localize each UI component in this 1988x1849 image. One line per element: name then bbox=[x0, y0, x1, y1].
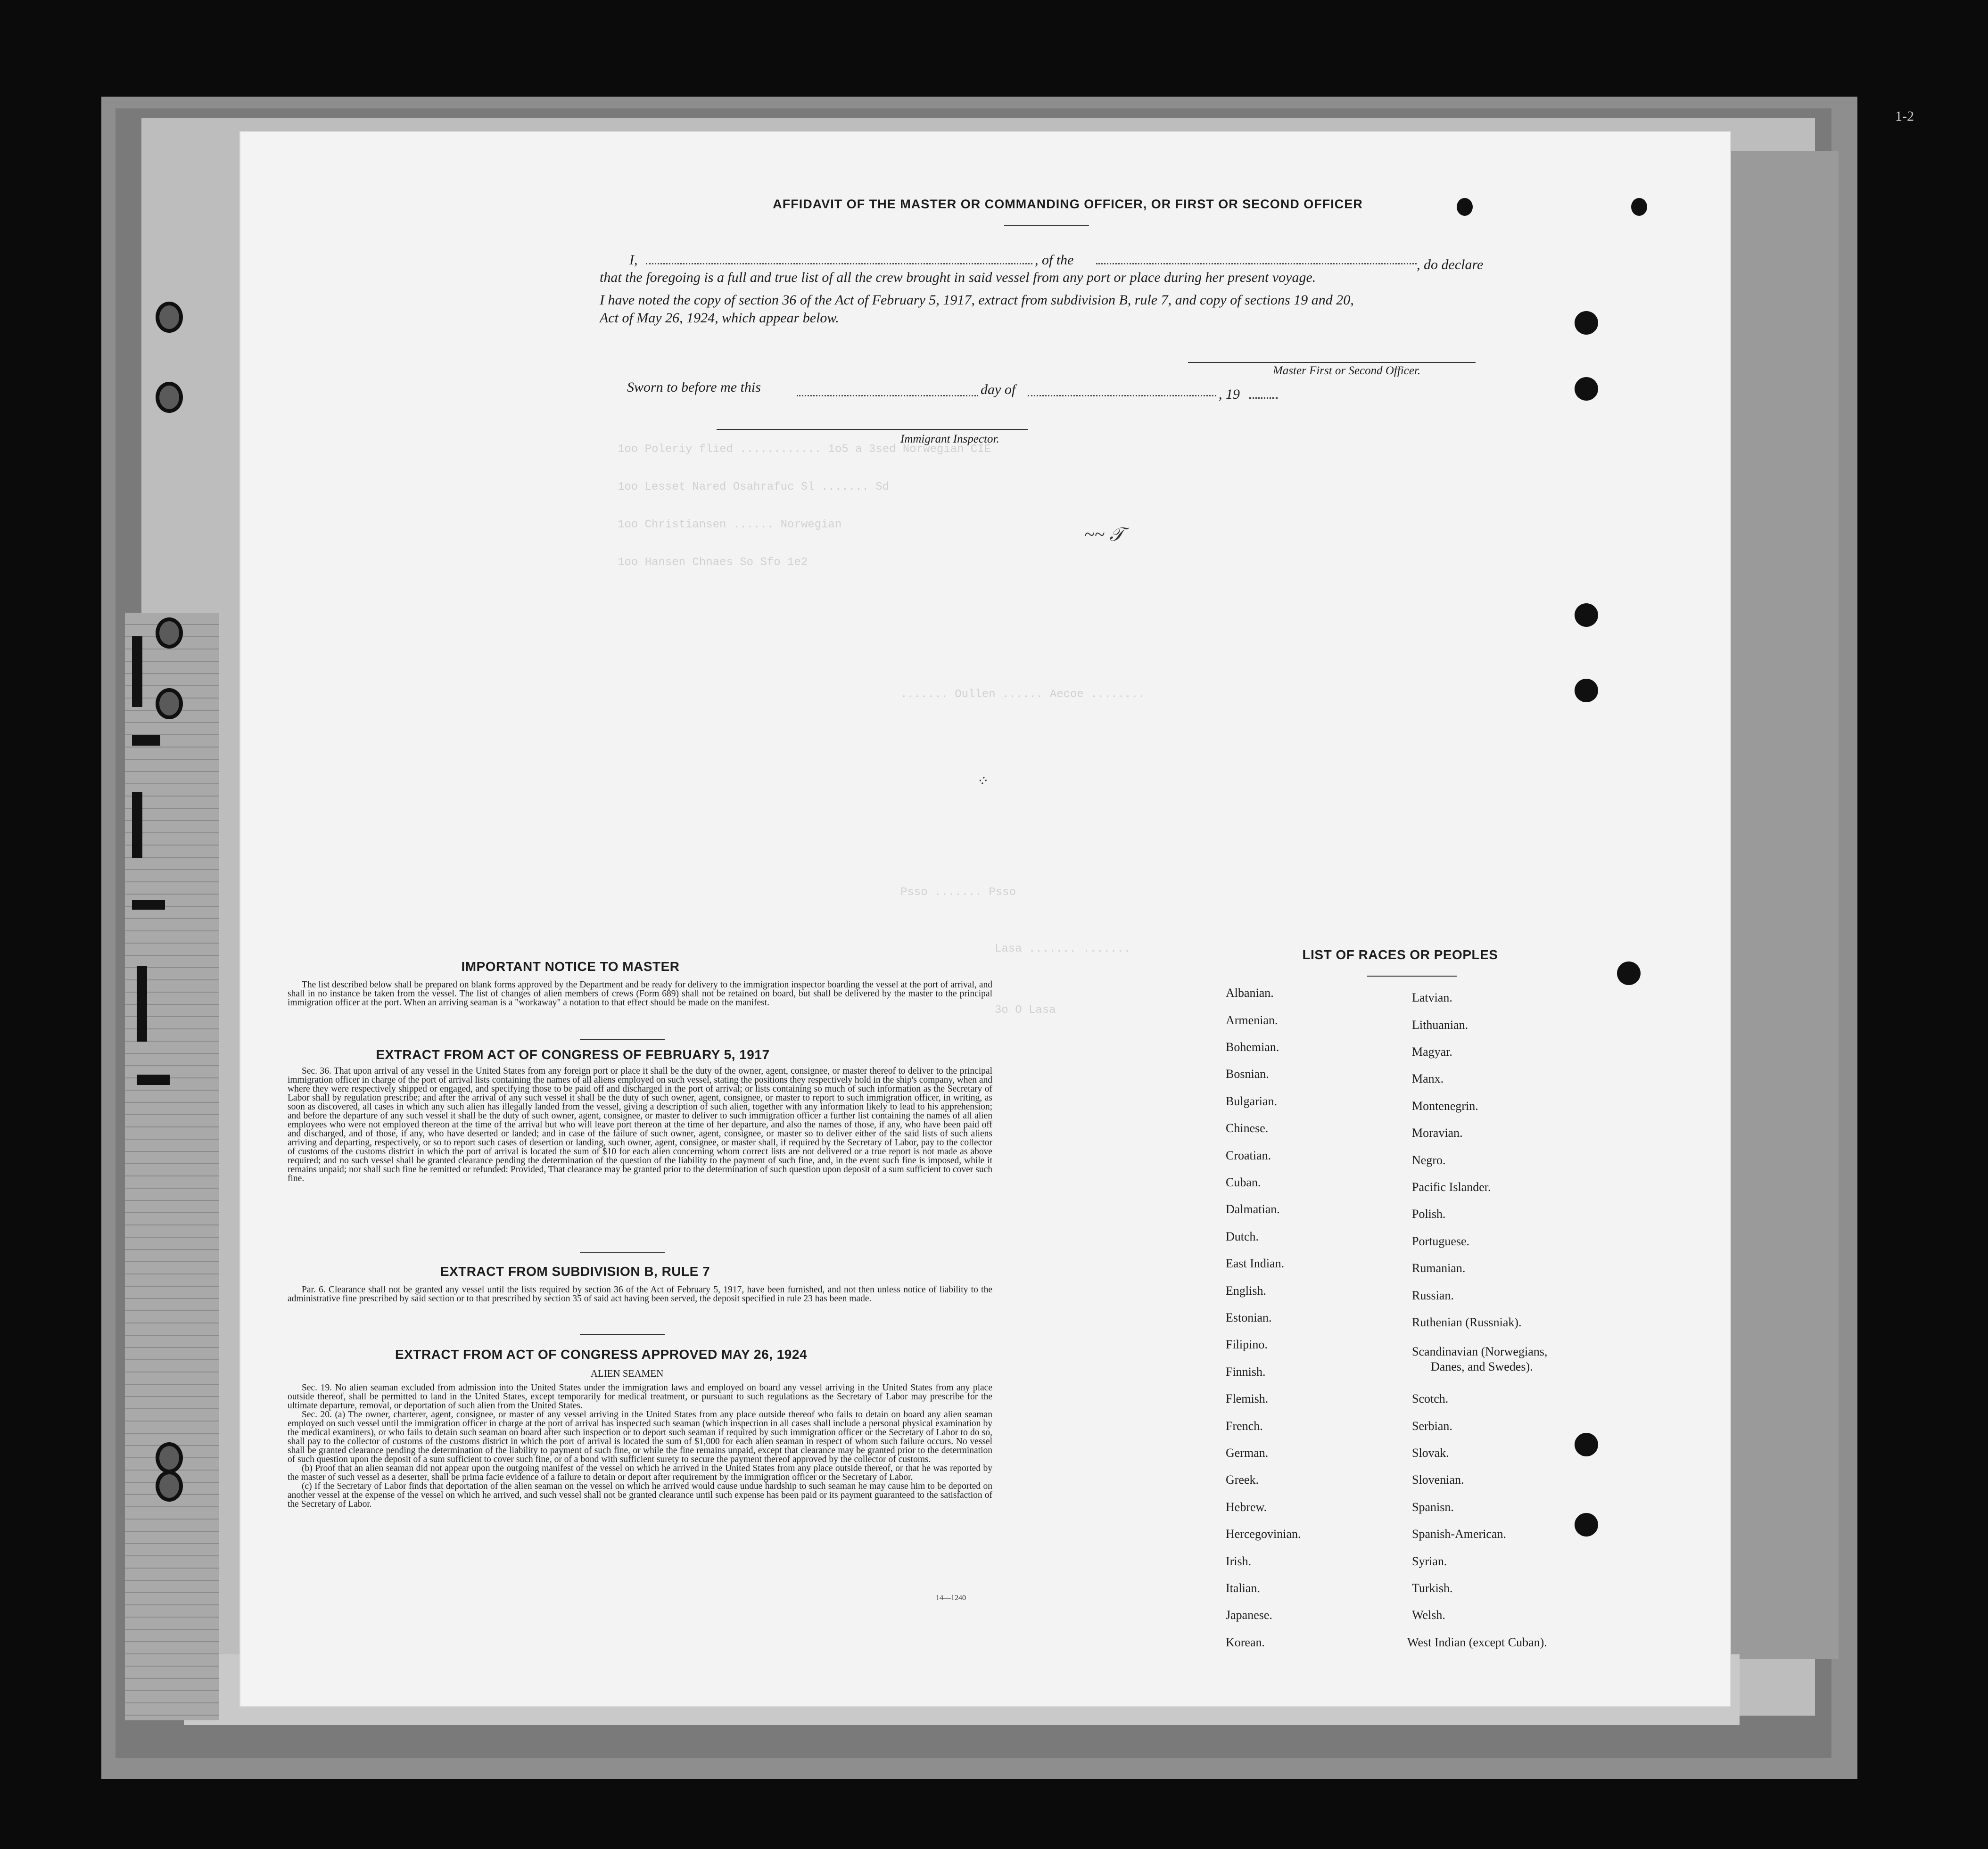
bleed-through: Psso ....... Psso bbox=[900, 886, 1016, 899]
binder-hole-icon bbox=[156, 617, 183, 649]
race-item: Bosnian. bbox=[1226, 1067, 1269, 1081]
race-item: Latvian. bbox=[1412, 991, 1452, 1004]
affidavit-title: AFFIDAVIT OF THE MASTER OR COMMANDING OFFICER, OR FIRST OR SECOND OFFICER bbox=[773, 197, 1363, 211]
race-item: Spanish-American. bbox=[1412, 1527, 1507, 1541]
extract-1924-paragraph: (c) If the Secretary of Labor finds that deportation of the alien seaman on the vessel on which he arrived would cause undue hardship to such seaman he may cause him to be deported on another vessel at the expense of the vessel on which he arrived, and such vessel shall not be granted clearance until such expense has been paid or its payment guaranteed to the satisfaction of the Secretary of Labor. bbox=[288, 1481, 992, 1509]
affidavit-i: I, bbox=[629, 252, 638, 268]
punch-hole-icon bbox=[1617, 961, 1641, 985]
extract-1917-paragraph: Sec. 36. That upon arrival of any vessel in the United States from any foreign port or place it shall be the duty of the owner, agent, consignee, or master thereof to deliver to the principal immigration officer in charge of the port of arrival lists containing the names of all aliens employed on such vessel, stating the positions they respectively hold in the ship's company, when and where they were respectively shipped or engaged, and specifying those to be paid off and discharged in the port of arrival; or lists containing so much of such information as the Secretary of Labor shall by regulation prescribe; and after the arrival of any such vessel it shall be the duty of such owner, agent, consignee, or master to report to such immigration officer, in writing, as soon as discovered, all cases in which any such alien has illegally landed from the vessel, giving a description of such alien, together with any information likely to lead to his apprehension; and before the departure of any such vessel it shall be the duty of such owner, agent, consignee, or master to deliver to such immigration officer a further list containing the names of all alien employees who were not employed thereon at the time of the arrival but who will leave port thereon at the time of her departure, and also the names of those, if any, who have been paid off and discharged, and of those, if any, who have deserted or landed; and in case of the failure of such owner, agent, consignee, or master so to deliver either of the said lists of such aliens arriving and departing, respectively, or so to report such cases of desertion or landing, such owner, agent, consignee, or master shall, if required by the Secretary of Labor, pay to the collector of customs of the customs district in which the port of arrival is located the sum of $10 for each alien concerning whom correct lists are not delivered or a true report is not made as above required; and no such vessel shall be granted clearance pending the determination of the question of the liability to the payment of such fine, and, in the event such fine is imposed, while it remains unpaid; nor shall such fine be remitted or refunded: Provided, That clearance may be granted prior to the determination of such question upon deposit of a sum sufficient to cover such fine. bbox=[288, 1066, 992, 1183]
rule7-title: EXTRACT FROM SUBDIVISION B, RULE 7 bbox=[440, 1264, 710, 1279]
extract-1924-paragraph: (b) Proof that an alien seaman did not appear upon the outgoing manifest of the vessel on which he arrived in the United States from any place outside thereof, or that he was reported by the master of such vessel as a deserter, shall be prima facie evidence of a failure to detain or deport after requirement by the immigration officer or the Secretary of Labor. bbox=[288, 1463, 992, 1482]
race-item: Finnish. bbox=[1226, 1365, 1266, 1379]
punch-hole-icon bbox=[1575, 377, 1598, 401]
race-item: Ruthenian (Russniak). bbox=[1412, 1315, 1522, 1329]
notice-text bbox=[288, 980, 992, 1007]
title-rule bbox=[1004, 225, 1089, 226]
notice-title: IMPORTANT NOTICE TO MASTER bbox=[461, 959, 680, 974]
master-signature-line bbox=[1188, 362, 1476, 363]
extract-1924-subtitle: ALIEN SEAMEN bbox=[590, 1368, 664, 1379]
bleed-through: ....... Oullen ...... Aecoe ........ bbox=[900, 688, 1145, 701]
race-item: Japanese. bbox=[1226, 1608, 1272, 1622]
bleed-through: 1oo Hansen Chnaes So Sfo 1e2 bbox=[618, 556, 808, 569]
race-item: Magyar. bbox=[1412, 1045, 1452, 1059]
bleed-through: Lasa ....... ....... bbox=[995, 943, 1131, 955]
bleed-through: 1oo Poleriy flied ............ 1o5 a 3sed Norwegian CIE bbox=[618, 443, 991, 456]
binder-hole-icon bbox=[156, 688, 183, 719]
binder-hole-icon bbox=[156, 1442, 183, 1473]
race-item: Bulgarian. bbox=[1226, 1094, 1278, 1108]
punch-hole-icon bbox=[1575, 311, 1598, 335]
binder-hole-icon bbox=[156, 382, 183, 413]
master-caption: Master First or Second Officer. bbox=[1273, 364, 1421, 377]
punch-hole-icon bbox=[1575, 603, 1598, 627]
affidavit-line-2: that the foregoing is a full and true list of all the crew brought in said vessel from any port or place during her present voyage. bbox=[600, 270, 1316, 285]
race-item: Estonian. bbox=[1226, 1311, 1272, 1324]
race-item: German. bbox=[1226, 1446, 1269, 1460]
handwritten-initials: ~~ 𝒯 bbox=[1084, 524, 1124, 545]
race-item: Danes, and Swedes). bbox=[1431, 1360, 1533, 1373]
rule7-text bbox=[288, 1285, 992, 1303]
corner-mark: 1-2 bbox=[1895, 108, 1914, 124]
punch-hole-icon bbox=[1575, 1513, 1598, 1537]
sworn-day-line bbox=[797, 395, 978, 396]
race-item: Filipino. bbox=[1226, 1338, 1268, 1351]
race-item: Scotch. bbox=[1412, 1392, 1449, 1405]
race-item: Flemish. bbox=[1226, 1392, 1269, 1405]
race-item: Hercegovinian. bbox=[1226, 1527, 1301, 1541]
rule7-paragraph: Par. 6. Clearance shall not be granted any vessel until the lists required by section 36 of the Act of February 5, 1917, have been furnished, and not then unless notice of liability to the administrative fine prescribed by said section or to that prescribed by section 35 of said act having been served, the deposit specified in rule 23 has been made. bbox=[288, 1285, 992, 1304]
extract-1917-text bbox=[288, 1067, 992, 1183]
bleed-through: 1oo Christiansen ...... Norwegian bbox=[618, 518, 842, 531]
race-item: Slovak. bbox=[1412, 1446, 1449, 1460]
affidavit-line-3: I have noted the copy of section 36 of the Act of February 5, 1917, extract from subdivision B, rule 7, and copy of sections 19 and 20, bbox=[600, 292, 1354, 308]
race-item: Italian. bbox=[1226, 1581, 1260, 1595]
race-item: Slovenian. bbox=[1412, 1473, 1464, 1487]
notice-rule bbox=[580, 1039, 665, 1040]
races-title: LIST OF RACES OR PEOPLES bbox=[1302, 947, 1498, 962]
race-item: Portuguese. bbox=[1412, 1234, 1470, 1248]
race-item: Polish. bbox=[1412, 1207, 1446, 1221]
bleed-through: 3o O Lasa bbox=[995, 1004, 1056, 1017]
race-item: English. bbox=[1226, 1284, 1266, 1298]
race-item: Bohemian. bbox=[1226, 1040, 1279, 1054]
race-item: Serbian. bbox=[1412, 1419, 1452, 1433]
binder-hole-icon bbox=[156, 302, 183, 333]
race-item: Welsh. bbox=[1412, 1608, 1445, 1622]
sworn-label: Sworn to before me this bbox=[627, 379, 761, 395]
race-item: Russian. bbox=[1412, 1289, 1454, 1302]
rule7-rule bbox=[580, 1334, 665, 1335]
binder-hole-icon bbox=[156, 1471, 183, 1502]
punch-hole-icon bbox=[1457, 198, 1473, 216]
race-item: West Indian (except Cuban). bbox=[1407, 1635, 1547, 1649]
inspector-signature-line bbox=[717, 429, 1028, 430]
name-line bbox=[646, 263, 1032, 264]
extract-1924-title: EXTRACT FROM ACT OF CONGRESS APPROVED MAY 26, 1924 bbox=[395, 1347, 807, 1362]
punch-hole-icon bbox=[1575, 1433, 1598, 1456]
race-item: Manx. bbox=[1412, 1072, 1444, 1085]
year-line bbox=[1249, 397, 1278, 399]
race-item: Irish. bbox=[1226, 1554, 1252, 1568]
affidavit-of-the: , of the bbox=[1035, 252, 1074, 268]
race-item: Spanisn. bbox=[1412, 1500, 1454, 1514]
race-item: Scandinavian (Norwegians, bbox=[1412, 1345, 1548, 1358]
race-item: Croatian. bbox=[1226, 1149, 1271, 1162]
extract-1924-paragraph: Sec. 20. (a) The owner, charterer, agent, consignee, or master of any vessel arriving in the United States from any place outside thereof who fails to detain on board any alien seaman employed on such vessel until the immigration officer in charge at the port of arrival has inspected such seaman (which inspection in all cases shall include a personal physical examination by the medical examiners), or who fails to detain such seaman on board after such inspection or to deport such seaman if required by such immigration officer or the Secretary of Labor to do so, shall pay to the collector of customs of the customs district in which the port of arrival is located the sum of $1,000 for each alien seaman in respect of whom such failure occurs. No vessel shall be granted clearance pending the determination of the liability to payment of such fine, or while the fine remains unpaid, except that clearance may be granted prior to the determination of such question upon the deposit of a sum sufficient to cover such fine, or of a bond with sufficient surety to secure the payment thereof approved by the collector of customs. bbox=[288, 1410, 992, 1464]
race-item: Korean. bbox=[1226, 1635, 1265, 1649]
bleed-through: 1oo Lesset Nared Osahrafuc Sl ....... Sd bbox=[618, 481, 890, 493]
race-item: Dalmatian. bbox=[1226, 1202, 1280, 1216]
race-item: Syrian. bbox=[1412, 1554, 1447, 1568]
race-item: Moravian. bbox=[1412, 1126, 1463, 1140]
races-rule bbox=[1367, 976, 1457, 977]
race-item: Turkish. bbox=[1412, 1581, 1453, 1595]
race-item: Albanian. bbox=[1226, 986, 1274, 1000]
race-item: Negro. bbox=[1412, 1153, 1446, 1167]
race-item: Chinese. bbox=[1226, 1121, 1269, 1135]
inspector-caption: Immigrant Inspector. bbox=[900, 433, 999, 445]
month-line bbox=[1028, 395, 1216, 396]
year-label: , 19 bbox=[1219, 386, 1240, 402]
race-item: Dutch. bbox=[1226, 1230, 1259, 1243]
extract-1924-paragraph: Sec. 19. No alien seaman excluded from admission into the United States under the immigration laws and employed on board any vessel arriving in the United States from any place outside thereof, shall be permitted to land in the United States, except temporarily for medical treatment, or pursuant to such regulations as the Secretary of Labor may prescribe for the ultimate departure, removal, or deportation of such alien from the United States. bbox=[288, 1383, 992, 1411]
notice-paragraph: The list described below shall be prepared on blank forms approved by the Department and be ready for delivery to the immigration inspector boarding the vessel at the port of arrival, and shall in no instance be taken from the vessel. The list of changes of alien members of crews (Form 689) shall not be retained on board, but shall be delivered by the master to the principal immigration officer at the port. When an arriving seaman is a "workaway" a notation to that effect should be made on the manifest. bbox=[288, 980, 992, 1008]
extract-1924-text bbox=[288, 1383, 992, 1509]
race-item: Montenegrin. bbox=[1412, 1099, 1478, 1113]
extract-1917-title: EXTRACT FROM ACT OF CONGRESS OF FEBRUARY 5, 1917 bbox=[376, 1047, 770, 1062]
race-item: Greek. bbox=[1226, 1473, 1259, 1487]
punch-hole-icon bbox=[1575, 679, 1598, 702]
race-item: Lithuanian. bbox=[1412, 1018, 1468, 1032]
race-item: French. bbox=[1226, 1419, 1263, 1433]
extract-1917-rule bbox=[580, 1252, 665, 1253]
form-number: 14—1240 bbox=[936, 1594, 966, 1602]
race-item: Cuban. bbox=[1226, 1175, 1261, 1189]
vessel-line bbox=[1096, 263, 1417, 264]
day-of-label: day of bbox=[981, 382, 1016, 397]
ink-blot: ⁘ bbox=[976, 773, 988, 789]
race-item: Hebrew. bbox=[1226, 1500, 1267, 1514]
punch-hole-icon bbox=[1631, 198, 1647, 216]
affidavit-line-4: Act of May 26, 1924, which appear below. bbox=[600, 310, 839, 326]
race-item: Rumanian. bbox=[1412, 1261, 1466, 1275]
affidavit-declare: , do declare bbox=[1417, 257, 1484, 272]
race-item: Armenian. bbox=[1226, 1013, 1278, 1027]
race-item: Pacific Islander. bbox=[1412, 1180, 1491, 1194]
race-item: East Indian. bbox=[1226, 1257, 1285, 1270]
